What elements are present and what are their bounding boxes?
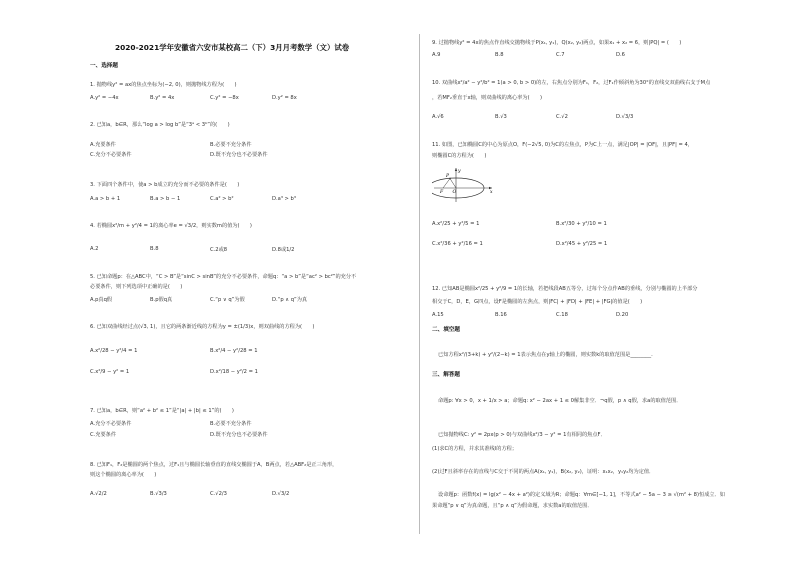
q9-option-c: C.7 (556, 52, 565, 58)
q8-option-c: C.√2/3 (210, 491, 227, 497)
q2-option-a: A.充要条件 (90, 142, 116, 148)
q6-option-a: A.x²/28 − y²/4 = 1 (90, 348, 138, 354)
label-p: P (446, 174, 450, 179)
q8-option-a: A.√2/2 (90, 491, 107, 497)
q9-option-d: D.6 (616, 52, 625, 58)
q3-option-a: A.a > b + 1 (90, 196, 121, 202)
q6-option-b: B.x²/4 − y²/28 = 1 (210, 348, 258, 354)
ellipse-figure (432, 166, 496, 204)
q10-stem-line2: ，若MF₂垂直于x轴，则双曲线的离心率为( ) (432, 95, 543, 101)
q12-stem-line2: 相交于C，D，E，G四点，设F是椭圆的左焦点，则|FC| + |FD| + |FE| + |FG|的值是( ) (432, 299, 643, 305)
q11-option-a: A.x²/25 + y²/5 = 1 (432, 221, 480, 227)
section-choice-heading: 一、选择题 (90, 63, 118, 69)
q5-stem-line2: 必要条件，则下列选项中正确的是( ) (90, 284, 183, 290)
q13-stem: 已知方程x²/(3+k) + y²/(2−k) = 1表示焦点在y轴上的椭圆，则实数k的取值范围是________. (438, 352, 653, 358)
q1-option-d: D.y² = 8x (272, 95, 297, 101)
q2-option-c: C.充分不必要条件 (90, 152, 132, 158)
q7-option-c: C.充要条件 (90, 432, 117, 438)
q3-stem: 3. 下面四个条件中，使a > b成立的充分而不必要的条件是( ) (90, 182, 240, 188)
q1-option-c: C.y² = −8x (210, 95, 239, 101)
x-axis-arrow (489, 187, 492, 189)
q12-option-c: C.18 (556, 312, 568, 318)
q5-option-b: B.p假q真 (150, 297, 173, 303)
q5-option-a: A.p真q假 (90, 297, 113, 303)
q3-option-b: B.a > b − 1 (150, 196, 181, 202)
q9-option-b: B.8 (495, 52, 504, 58)
q2-option-d: D.既不充分也不必要条件 (210, 152, 268, 158)
q1-option-a: A.y² = −4x (90, 95, 119, 101)
label-y: y (458, 169, 461, 174)
q16-stem-line2: 果命题“p ∨ q”为真命题，且“p ∧ q”为假命题，求实数a的取值范围． (432, 503, 593, 509)
q10-option-d: D.√3/3 (616, 114, 634, 120)
q15-part1: (1)求C的方程，并求其准线l的方程； (432, 446, 518, 452)
q11-option-d: D.x²/45 + y²/25 = 1 (556, 241, 608, 247)
q5-option-d: D.“p ∧ q”为真 (272, 297, 308, 303)
y-axis-arrow (455, 168, 457, 171)
q11-stem-line2: 则椭圆C的方程为( ) (432, 153, 487, 159)
q12-option-a: A.15 (432, 312, 444, 318)
q4-option-c: C.2或8 (210, 247, 228, 253)
q6-stem: 6. 已知双曲线经过点(√3, 1)，且它的两条渐近线的方程为y = ±(1/3)x，则双曲线的方程为( ) (90, 324, 315, 330)
q3-option-d: D.a³ > b³ (272, 196, 296, 202)
segment-po (450, 179, 456, 189)
q2-stem: 2. 已知a，b∈R，那么“log a > log b”是“3ᵃ < 3ᵇ”的( ) (90, 122, 230, 128)
q11-option-b: B.x²/30 + y²/10 = 1 (556, 221, 607, 227)
label-x: x (490, 190, 493, 195)
q8-stem-line1: 8. 已知F₁，F₂是椭圆的两个焦点，过F₁且与椭圆长轴垂直的直线交椭圆于A，B两点，若△ABF₂是正三角形， (90, 462, 338, 468)
column-divider (419, 34, 420, 534)
q2-option-b: B.必要不充分条件 (210, 142, 252, 148)
label-f: F (440, 190, 444, 195)
q7-option-b: B.必要不充分条件 (210, 421, 252, 427)
q7-stem: 7. 已知a，b∈R，则“a² + b² ≤ 1”是“|a| + |b| ≤ 1”的( ) (90, 408, 234, 414)
q4-option-a: A.2 (90, 246, 99, 252)
q6-option-d: D.x²/18 − y²/2 = 1 (210, 369, 258, 375)
q10-stem-line1: 10. 双曲线x²/a² − y²/b² = 1(a > 0, b > 0)的左，右焦点分别为F₁，F₂，过F₁作倾斜角为30°的直线交双曲线右支于M点 (432, 80, 711, 86)
q10-option-a: A.√6 (432, 114, 444, 120)
q11-option-c: C.x²/36 + y²/16 = 1 (432, 241, 483, 247)
label-o: O (452, 190, 457, 195)
q6-option-c: C.x²/9 − y² = 1 (90, 369, 130, 375)
exam-title: 2020-2021学年安徽省六安市某校高二（下）3月月考数学（文）试卷 (115, 43, 350, 52)
section-fill-heading: 二、填空题 (432, 327, 460, 333)
q4-option-d: D.8或1/2 (272, 247, 295, 253)
q9-option-a: A.9 (432, 52, 441, 58)
q12-stem-line1: 12. 已知AB是椭圆x²/25 + y²/9 = 1的长轴，若把线段AB五等分，过每个分点作AB的垂线，分别与椭圆的上半部分 (432, 286, 698, 292)
q12-option-b: B.16 (495, 312, 507, 318)
q10-option-c: C.√2 (556, 114, 568, 120)
point-p (449, 178, 451, 180)
section-answer-heading: 三、解答题 (432, 372, 460, 378)
q8-stem-line2: 则这个椭圆的离心率为( ) (90, 472, 157, 478)
q11-stem-line1: 11. 如图，已知椭圆C的中心为原点O，F(−2√5, 0)为C的左焦点，P为C上一点，满足|OP| = |OF|，且|PF| = 4， (432, 142, 693, 148)
q7-option-a: A.充分不必要条件 (90, 421, 132, 427)
q1-option-b: B.y² = 4x (150, 95, 175, 101)
q12-option-d: D.20 (616, 312, 629, 318)
q14-stem: 命题p: ∀x > 0，x + 1/x > a；命题q: x² − 2ax + 1 ≤ 0解集非空．¬q假，p ∧ q假，求a的取值范围． (438, 398, 682, 404)
q4-stem: 4. 若椭圆x²/m + y²/4 = 1的离心率e = √3/2，则实数m的值为( ) (90, 223, 252, 229)
q3-option-c: C.a² > b² (210, 196, 234, 202)
q16-stem-line1: 设命题p：函数f(x) = lg(x² − 4x + a²)的定义域为R；命题q：∀m∈[−1, 1]，不等式a² − 5a − 3 ≥ √(m² + 8)恒成立．如 (438, 492, 725, 498)
q8-option-b: B.√3/3 (150, 491, 167, 497)
q15-part2: (2)过F且斜率存在的直线与C交于不同的两点A(x₁, y₁)，B(x₂, y₂)，证明：x₁x₂，y₁y₂均为定值． (432, 469, 655, 475)
q10-option-b: B.√3 (495, 114, 507, 120)
q7-option-d: D.既不充分也不必要条件 (210, 432, 268, 438)
q9-stem: 9. 过抛物线y² = 4x的焦点作直线交抛物线于P(x₁, y₁)，Q(x₂, y₂)两点，如果x₁ + x₂ = 6，则|PQ| = ( ) (432, 40, 682, 46)
segment-pf (443, 179, 450, 189)
q15-stem: 已知抛物线C: y² = 2px(p > 0)与双曲线x²/3 − y² = 1有相同的焦点F． (438, 432, 606, 438)
q5-stem-line1: 5. 已知命题p：在△ABC中，“C > B”是“sinC > sinB”的充分不必要条件，命题q：“a > b”是“ac² > bc²”的充分不 (90, 274, 357, 280)
q5-option-c: C.“p ∨ q”为假 (210, 297, 245, 303)
q1-stem: 1. 抛物线y² = ax的焦点坐标为(−2, 0)，则抛物线方程为( ) (90, 82, 237, 88)
q8-option-d: D.√3/2 (272, 491, 290, 497)
q4-option-b: B.8 (150, 246, 159, 252)
